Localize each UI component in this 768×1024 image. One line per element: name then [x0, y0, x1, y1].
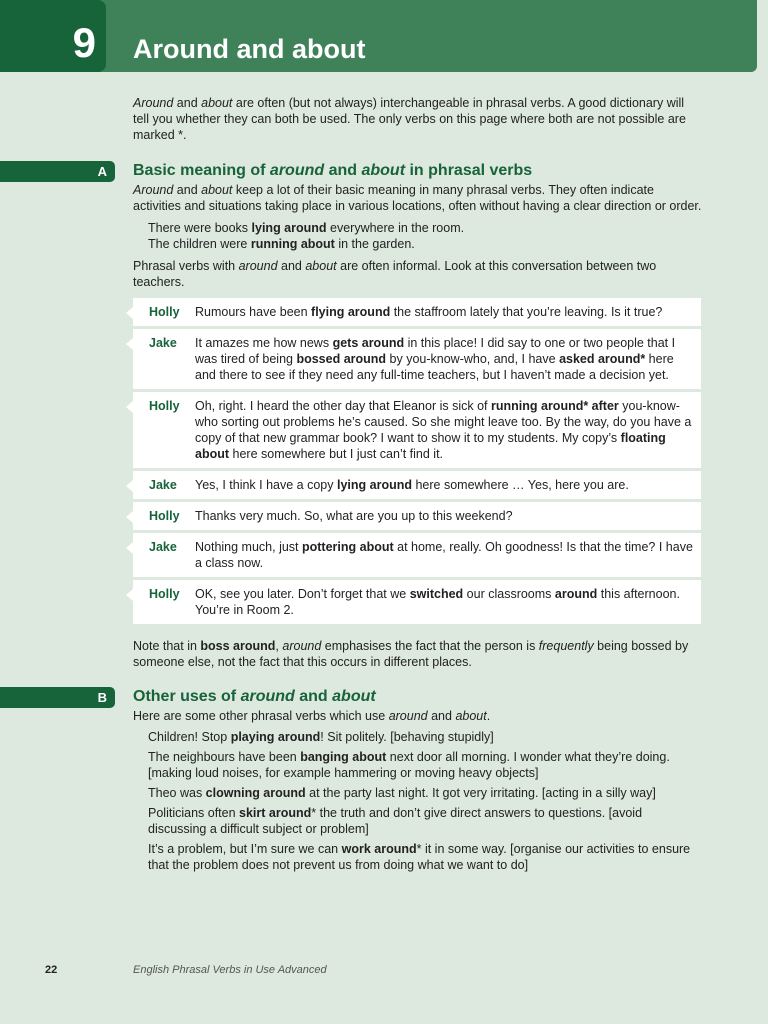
page-number: 22	[45, 964, 58, 976]
speech-text: Nothing much, just pottering about at home, really. Oh goodness! Is that the time? I have a class now.	[195, 540, 693, 570]
speaker-name: Holly	[149, 509, 180, 523]
conversation	[133, 298, 701, 624]
section-b-list	[133, 729, 703, 873]
list-item: Politicians often skirt around* the truth and don’t give direct answers to questions. [avoid discussing a difficult subject or problem]	[148, 806, 643, 836]
speaker-name: Jake	[149, 336, 177, 350]
section-b-heading: Other uses of around and about	[133, 688, 376, 705]
speaker-name: Holly	[149, 305, 180, 319]
example-sentence: The children were running about in the garden.	[148, 237, 415, 251]
book-title: English Phrasal Verbs in Use Advanced	[133, 964, 327, 976]
unit-number: 9	[72, 19, 96, 66]
dialogue-turn	[133, 471, 701, 499]
speaker-name: Holly	[149, 399, 180, 413]
unit-title: Around and about	[133, 34, 366, 64]
list-item: Theo was clowning around at the party last night. It got very irritating. [acting in a silly way]	[148, 786, 656, 800]
intro-paragraph: Around and about are often (but not always) interchangeable in phrasal verbs. A good dictionary will tell you whether they can both be used. The only verbs on this page where both are not possible are marked *.	[133, 96, 686, 142]
section-b-tab	[0, 687, 115, 708]
section-a-tab	[0, 161, 115, 182]
speaker-name: Jake	[149, 540, 177, 554]
section-b-intro: Here are some other phrasal verbs which use around and about.	[133, 709, 491, 723]
list-item: Children! Stop playing around! Sit politely. [behaving stupidly]	[148, 730, 494, 744]
speech-text: OK, see you later. Don’t forget that we switched our classrooms around this afternoon. You’re in Room 2.	[195, 587, 680, 617]
speech-text: Oh, right. I heard the other day that Eleanor is sick of running around* after you-know-who sorting out problems he’s caused. So she might leave too. By the way, do you have a copy of that new grammar book? I want to show it to my students. My copy’s floating about here somewhere but I just can’t find it.	[195, 399, 692, 461]
page-content	[97, 95, 703, 877]
dialogue-turn	[133, 298, 701, 326]
dialogue-turn	[133, 392, 701, 468]
section-a-paragraph-2: Phrasal verbs with around and about are often informal. Look at this conversation between two teachers.	[133, 259, 657, 289]
section-a	[97, 160, 703, 670]
section-a-examples	[133, 220, 703, 252]
section-b	[97, 686, 703, 873]
unit-header-bar	[0, 0, 757, 72]
speech-text: It amazes me how news gets around in this place! I did say to one or two people that I was tired of being bossed around by you-know-who, and, I have asked around* here and there to see if they need any full-time teachers, but I haven’t made a decision yet.	[195, 336, 676, 382]
speech-text: Thanks very much. So, what are you up to this weekend?	[195, 509, 513, 523]
section-a-note: Note that in boss around, around emphasises the fact that the person is frequently being bossed by someone else, not the fact that this occurs in different places.	[133, 639, 689, 669]
dialogue-turn	[133, 580, 701, 624]
unit-number-box	[0, 0, 106, 72]
section-a-heading: Basic meaning of around and about in phrasal verbs	[133, 162, 533, 179]
list-item: The neighbours have been banging about next door all morning. I wonder what they’re doing. [making loud noises, for example hammering or moving heavy objects]	[148, 750, 670, 780]
section-a-label: A	[97, 164, 107, 179]
dialogue-turn	[133, 533, 701, 577]
section-a-paragraph: Around and about keep a lot of their basic meaning in many phrasal verbs. They often indicate activities and situations taking place in various locations, often without having a clear direction or order.	[133, 183, 702, 213]
example-sentence: There were books lying around everywhere in the room.	[148, 221, 465, 235]
dialogue-turn	[133, 502, 701, 530]
speech-text: Yes, I think I have a copy lying around here somewhere … Yes, here you are.	[195, 478, 629, 492]
speaker-name: Jake	[149, 478, 177, 492]
section-b-label: B	[97, 690, 107, 705]
speaker-name: Holly	[149, 587, 180, 601]
dialogue-turn	[133, 329, 701, 389]
speech-text: Rumours have been flying around the staffroom lately that you’re leaving. Is it true?	[195, 305, 663, 319]
list-item: It’s a problem, but I’m sure we can work around* it in some way. [organise our activities to ensure that the problem does not prevent us from doing what we want to do]	[148, 842, 691, 872]
